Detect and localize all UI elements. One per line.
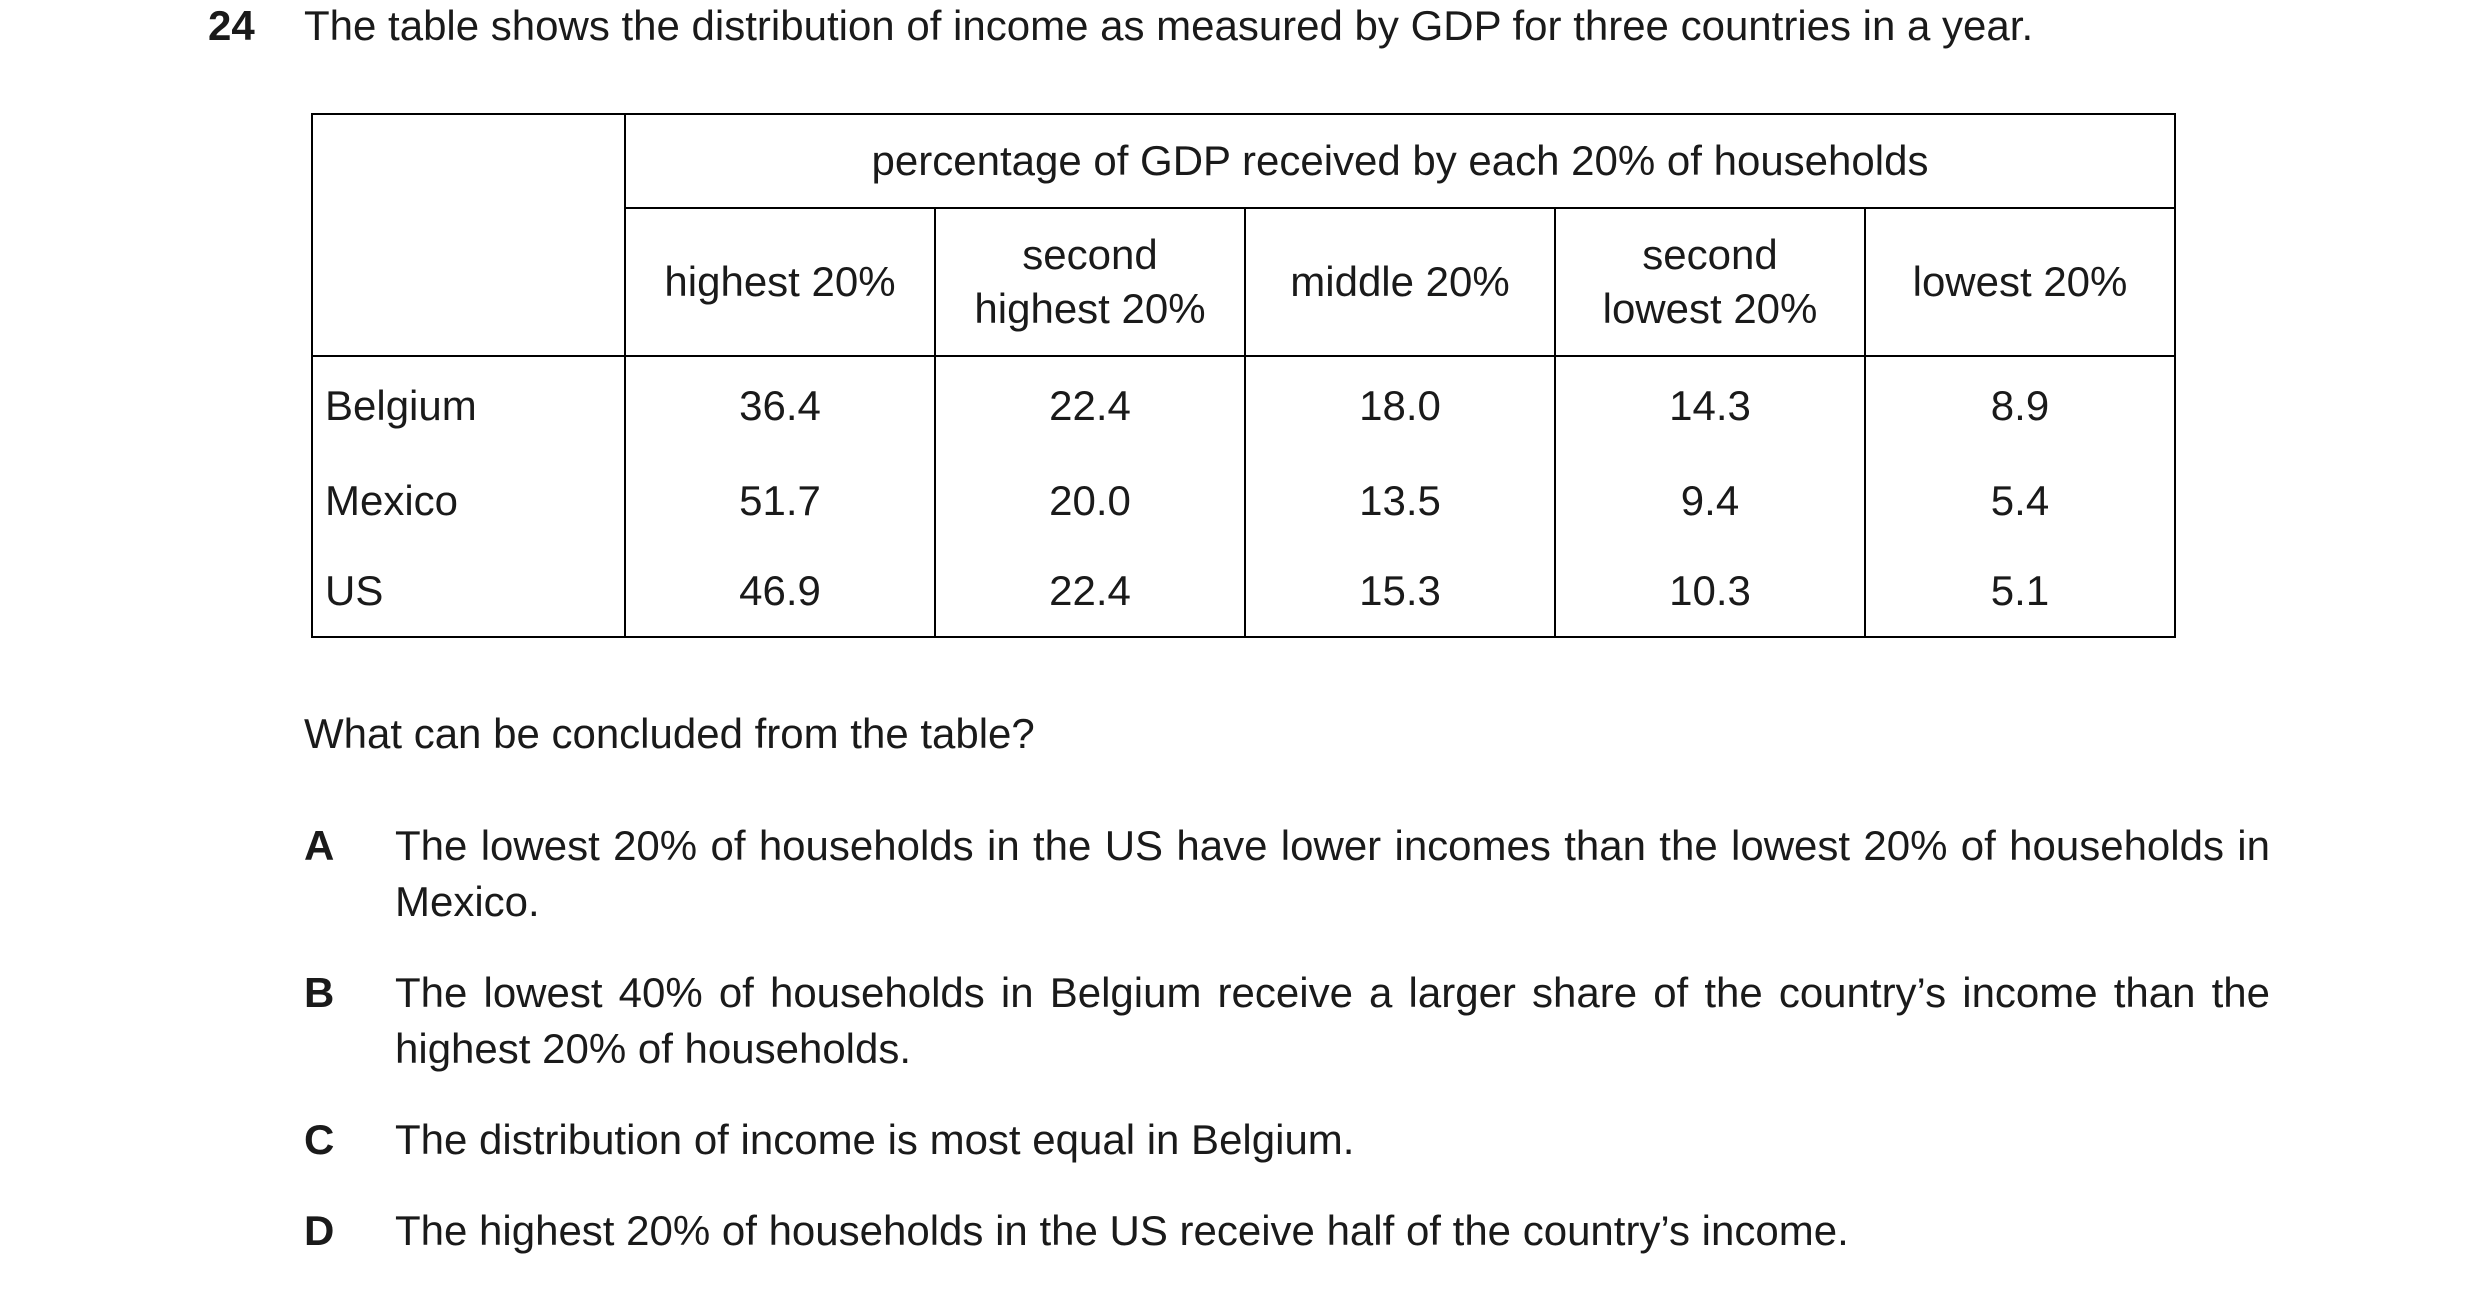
question-number: 24 [208, 2, 255, 49]
option-text: The distribution of income is most equal in Belgium. [395, 1116, 1355, 1163]
column-header-middle-20 [1245, 208, 1555, 356]
question-prompt: What can be concluded from the table? [304, 710, 1035, 757]
table-row-belgium [312, 356, 2175, 455]
table-cell: 36.4 [625, 356, 935, 455]
column-header-line: highest 20% [974, 285, 1206, 332]
option-text: The highest 20% of households in the US receive half of the country’s income. [395, 1207, 1849, 1254]
table-cell: 8.9 [1865, 356, 2175, 455]
table-cell: 22.4 [935, 356, 1245, 455]
column-header-highest-20 [625, 208, 935, 356]
table-cell: 9.4 [1555, 455, 1865, 546]
option-letter: C [304, 1116, 335, 1163]
row-country: US [312, 546, 625, 637]
column-header-line: second [1022, 231, 1158, 278]
column-header-second-highest-20 [935, 208, 1245, 356]
question-stem: The table shows the distribution of income as measured by GDP for three countries in a year. [304, 2, 2034, 49]
table-group-header-row [312, 114, 2175, 208]
column-header-line: lowest 20% [1602, 285, 1818, 332]
column-header-lowest-20 [1865, 208, 2175, 356]
column-header-line: second [1642, 231, 1778, 278]
table-cell: 18.0 [1245, 356, 1555, 455]
column-header-line: middle 20% [1290, 258, 1510, 305]
row-country: Belgium [312, 356, 625, 455]
table-row-mexico [312, 455, 2175, 546]
option-text: The lowest 20% of households in the US have lower incomes than the lowest 20% of households in Mexico. [395, 822, 2270, 925]
income-distribution-table [311, 113, 2176, 638]
table-cell: 14.3 [1555, 356, 1865, 455]
column-header-second-lowest-20 [1555, 208, 1865, 356]
column-header-line: lowest 20% [1912, 258, 2128, 305]
option-letter: D [304, 1207, 335, 1254]
table-cell: 20.0 [935, 455, 1245, 546]
option-text: The lowest 40% of households in Belgium receive a larger share of the country’s income than the highest 20% of households. [395, 969, 2270, 1072]
table-corner-cell [312, 114, 625, 356]
table-group-header: percentage of GDP received by each 20% of households [625, 114, 2175, 208]
option-letter: A [304, 822, 335, 869]
option-letter: B [304, 969, 335, 1016]
table-cell: 51.7 [625, 455, 935, 546]
table-cell: 15.3 [1245, 546, 1555, 637]
table-cell: 5.4 [1865, 455, 2175, 546]
table-cell: 5.1 [1865, 546, 2175, 637]
table-cell: 13.5 [1245, 455, 1555, 546]
row-country: Mexico [312, 455, 625, 546]
column-header-line: highest 20% [664, 258, 896, 305]
table-cell: 46.9 [625, 546, 935, 637]
table-cell: 22.4 [935, 546, 1245, 637]
table-row-us [312, 546, 2175, 637]
table-cell: 10.3 [1555, 546, 1865, 637]
